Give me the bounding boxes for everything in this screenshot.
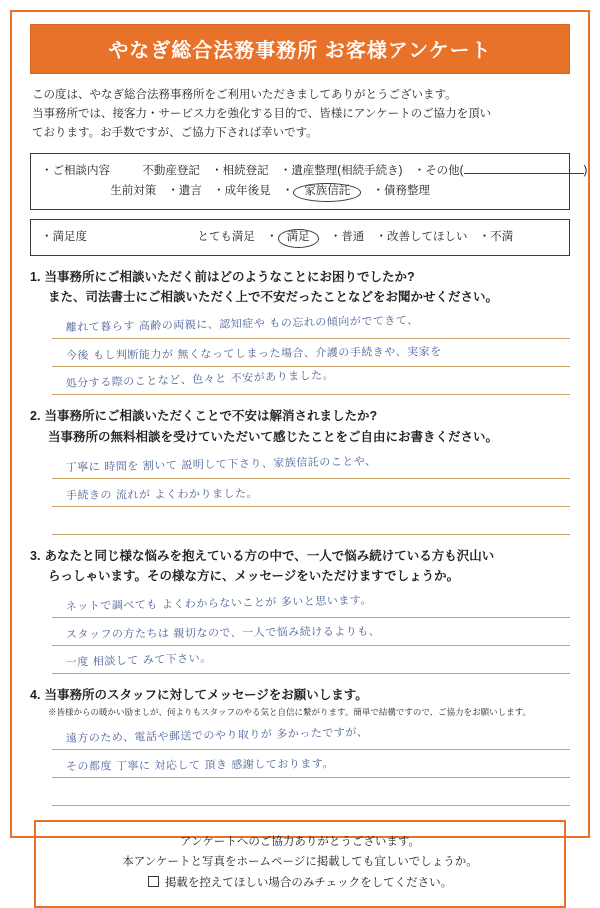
question-4 xyxy=(30,686,570,806)
satisfaction-option-very-satisfied[interactable]: とても満足 xyxy=(197,230,255,243)
consult-option-guardianship[interactable]: 成年後見 xyxy=(224,185,271,198)
consult-option-estate[interactable]: 遺産整理(相続手続き) xyxy=(291,164,403,177)
question-4-number: 4. xyxy=(30,688,41,703)
satisfaction-option-unsatisfied[interactable]: 不満 xyxy=(490,230,514,243)
answer-line[interactable] xyxy=(52,339,570,367)
satisfaction-row: ・ 満足度 とても満足 ・ 満足 ・普通 ・改善してほしい ・不満 xyxy=(41,227,559,248)
consultation-type-box xyxy=(30,153,588,210)
footer-checkbox-label: 掲載を控えてほしい場合のみチェックをしてください。 xyxy=(164,877,453,890)
satisfaction-option-normal[interactable]: 普通 xyxy=(341,230,365,243)
question-4-note: ※皆様からの暖かい励ましが、何よりもスタッフのやる気と自信に繋がります。簡単で結構ですので、ご協力をお願いします。 xyxy=(48,706,531,717)
question-2-line-2: 当事務所の無料相談を受けていただいて感じたことをご自由にお書きください。 xyxy=(48,429,499,444)
intro-line-1: この度は、やなぎ総合法務事務所をご利用いただきましてありがとうございます。 xyxy=(32,89,457,101)
consult-option-will[interactable]: 遺言 xyxy=(178,185,202,198)
handwriting-text: 処分する際のことなど、色々と 不安がありました。 xyxy=(65,368,335,391)
question-2-answer[interactable] xyxy=(52,451,570,535)
handwriting-text: スタッフの方たちは 親切なので、一人で悩み続けるよりも、 xyxy=(65,624,381,642)
page-title: やなぎ総合法務事務所 お客様アンケート xyxy=(30,24,570,74)
satisfaction-option-improve[interactable]: 改善してほしい xyxy=(387,230,468,243)
answer-line[interactable] xyxy=(52,618,570,646)
handwriting-text: 丁寧に 時間を 割いて 説明して下さり、家族信託のことや、 xyxy=(65,454,377,474)
question-1-number: 1. xyxy=(30,269,41,284)
handwriting-text: ネットで調べても よくわからないことが 多いと思います。 xyxy=(65,593,373,614)
footer-publication-question: 本アンケートと写真をホームページに掲載しても宜しいでしょうか。 xyxy=(122,856,478,869)
question-1-line-1: 当事務所にご相談いただく前はどのようなことにお困りでしたか? xyxy=(44,269,415,284)
intro-line-2: 当事務所では、接客力・サービス力を強化する目的で、皆様にアンケートのご協力を頂い xyxy=(32,107,492,120)
answer-line[interactable] xyxy=(52,311,570,339)
question-3-line-2: らっしゃいます。その様な方に、メッセージをいただけますでしょうか。 xyxy=(48,569,460,584)
answer-line[interactable] xyxy=(52,750,570,778)
question-4-answer[interactable] xyxy=(52,722,570,806)
consult-other-input[interactable] xyxy=(464,162,584,174)
answer-line[interactable] xyxy=(52,722,570,750)
question-1-heading xyxy=(30,268,570,287)
answer-line[interactable] xyxy=(52,590,570,618)
question-3 xyxy=(30,547,570,675)
footer-consent-box xyxy=(34,820,566,908)
handwriting-text: その都度 丁寧に 対応して 頂き 感謝しております。 xyxy=(65,756,335,773)
satisfaction-box xyxy=(30,219,570,256)
consult-option-inheritance-reg[interactable]: 相続登記 xyxy=(222,164,269,177)
consult-option-debt[interactable]: 債務整理 xyxy=(384,185,431,198)
question-2-heading xyxy=(30,407,570,426)
answer-line[interactable] xyxy=(52,507,570,535)
consult-option-pre-planning[interactable]: 生前対策 xyxy=(110,185,157,198)
satisfaction-option-satisfied-selected[interactable]: 満足 xyxy=(278,229,319,248)
question-4-heading xyxy=(30,686,570,705)
question-1-line-2: また、司法書士にご相談いただく上で不安だったことなどをお聞かせください。 xyxy=(48,290,499,305)
question-3-answer[interactable] xyxy=(52,590,570,674)
question-1-answer[interactable] xyxy=(52,311,570,395)
answer-line[interactable] xyxy=(52,778,570,806)
handwriting-text: 今後 もし判断能力が 無くなってしまった場合、介護の手続きや、実家を xyxy=(65,345,442,363)
question-3-heading xyxy=(30,547,570,566)
question-2 xyxy=(30,407,570,535)
satisfaction-label: ・ 満足度 xyxy=(41,231,87,243)
intro-text xyxy=(32,86,570,143)
handwriting-text: 離れて暮らす 高齢の両親に、認知症や もの忘れの傾向がでてきて、 xyxy=(65,313,419,335)
intro-line-3: ております。お手数ですが、ご協力下されば幸いです。 xyxy=(32,126,318,139)
consultation-row-1: ・ ご相談内容 不動産登記 ・相続登記 ・遺産整理(相続手続き) ・その他( ) xyxy=(41,161,559,181)
question-1 xyxy=(30,268,570,396)
handwriting-text: 一度 相談して みて下さい。 xyxy=(65,651,212,670)
answer-line[interactable] xyxy=(52,646,570,674)
question-4-line-1: 当事務所のスタッフに対してメッセージをお願いします。 xyxy=(44,688,368,703)
answer-line[interactable] xyxy=(52,479,570,507)
handwriting-text: 遠方のため、電話や郵送でのやり取りが 多かったですが、 xyxy=(65,725,369,745)
question-3-line-1: あなたと同じ様な悩みを抱えている方の中で、一人で悩み続けている方も沢山い xyxy=(44,548,495,563)
publication-optout-checkbox[interactable] xyxy=(148,876,159,887)
footer-thanks: アンケートへのご協力ありがとうございます。 xyxy=(180,835,420,848)
consult-option-family-trust-selected[interactable]: 家族信託 xyxy=(293,183,361,202)
question-2-line-1: 当事務所にご相談いただくことで不安は解消されましたか? xyxy=(44,409,378,424)
question-3-number: 3. xyxy=(30,548,41,563)
consult-option-real-estate[interactable]: 不動産登記 xyxy=(142,164,200,177)
consult-other-close: ) xyxy=(583,164,588,177)
answer-line[interactable] xyxy=(52,451,570,479)
consultation-row-2: 生前対策 ・遺言 ・成年後見 ・ 家族信託 ・債務整理 xyxy=(41,181,559,202)
question-2-number: 2. xyxy=(30,409,41,424)
consult-option-other[interactable]: その他( xyxy=(425,164,464,177)
handwriting-text: 手続きの 流れが よくわかりました。 xyxy=(65,486,258,502)
consultation-label: ・ ご相談内容 xyxy=(41,165,110,177)
answer-line[interactable] xyxy=(52,367,570,395)
footer-checkbox-row[interactable] xyxy=(48,873,552,894)
